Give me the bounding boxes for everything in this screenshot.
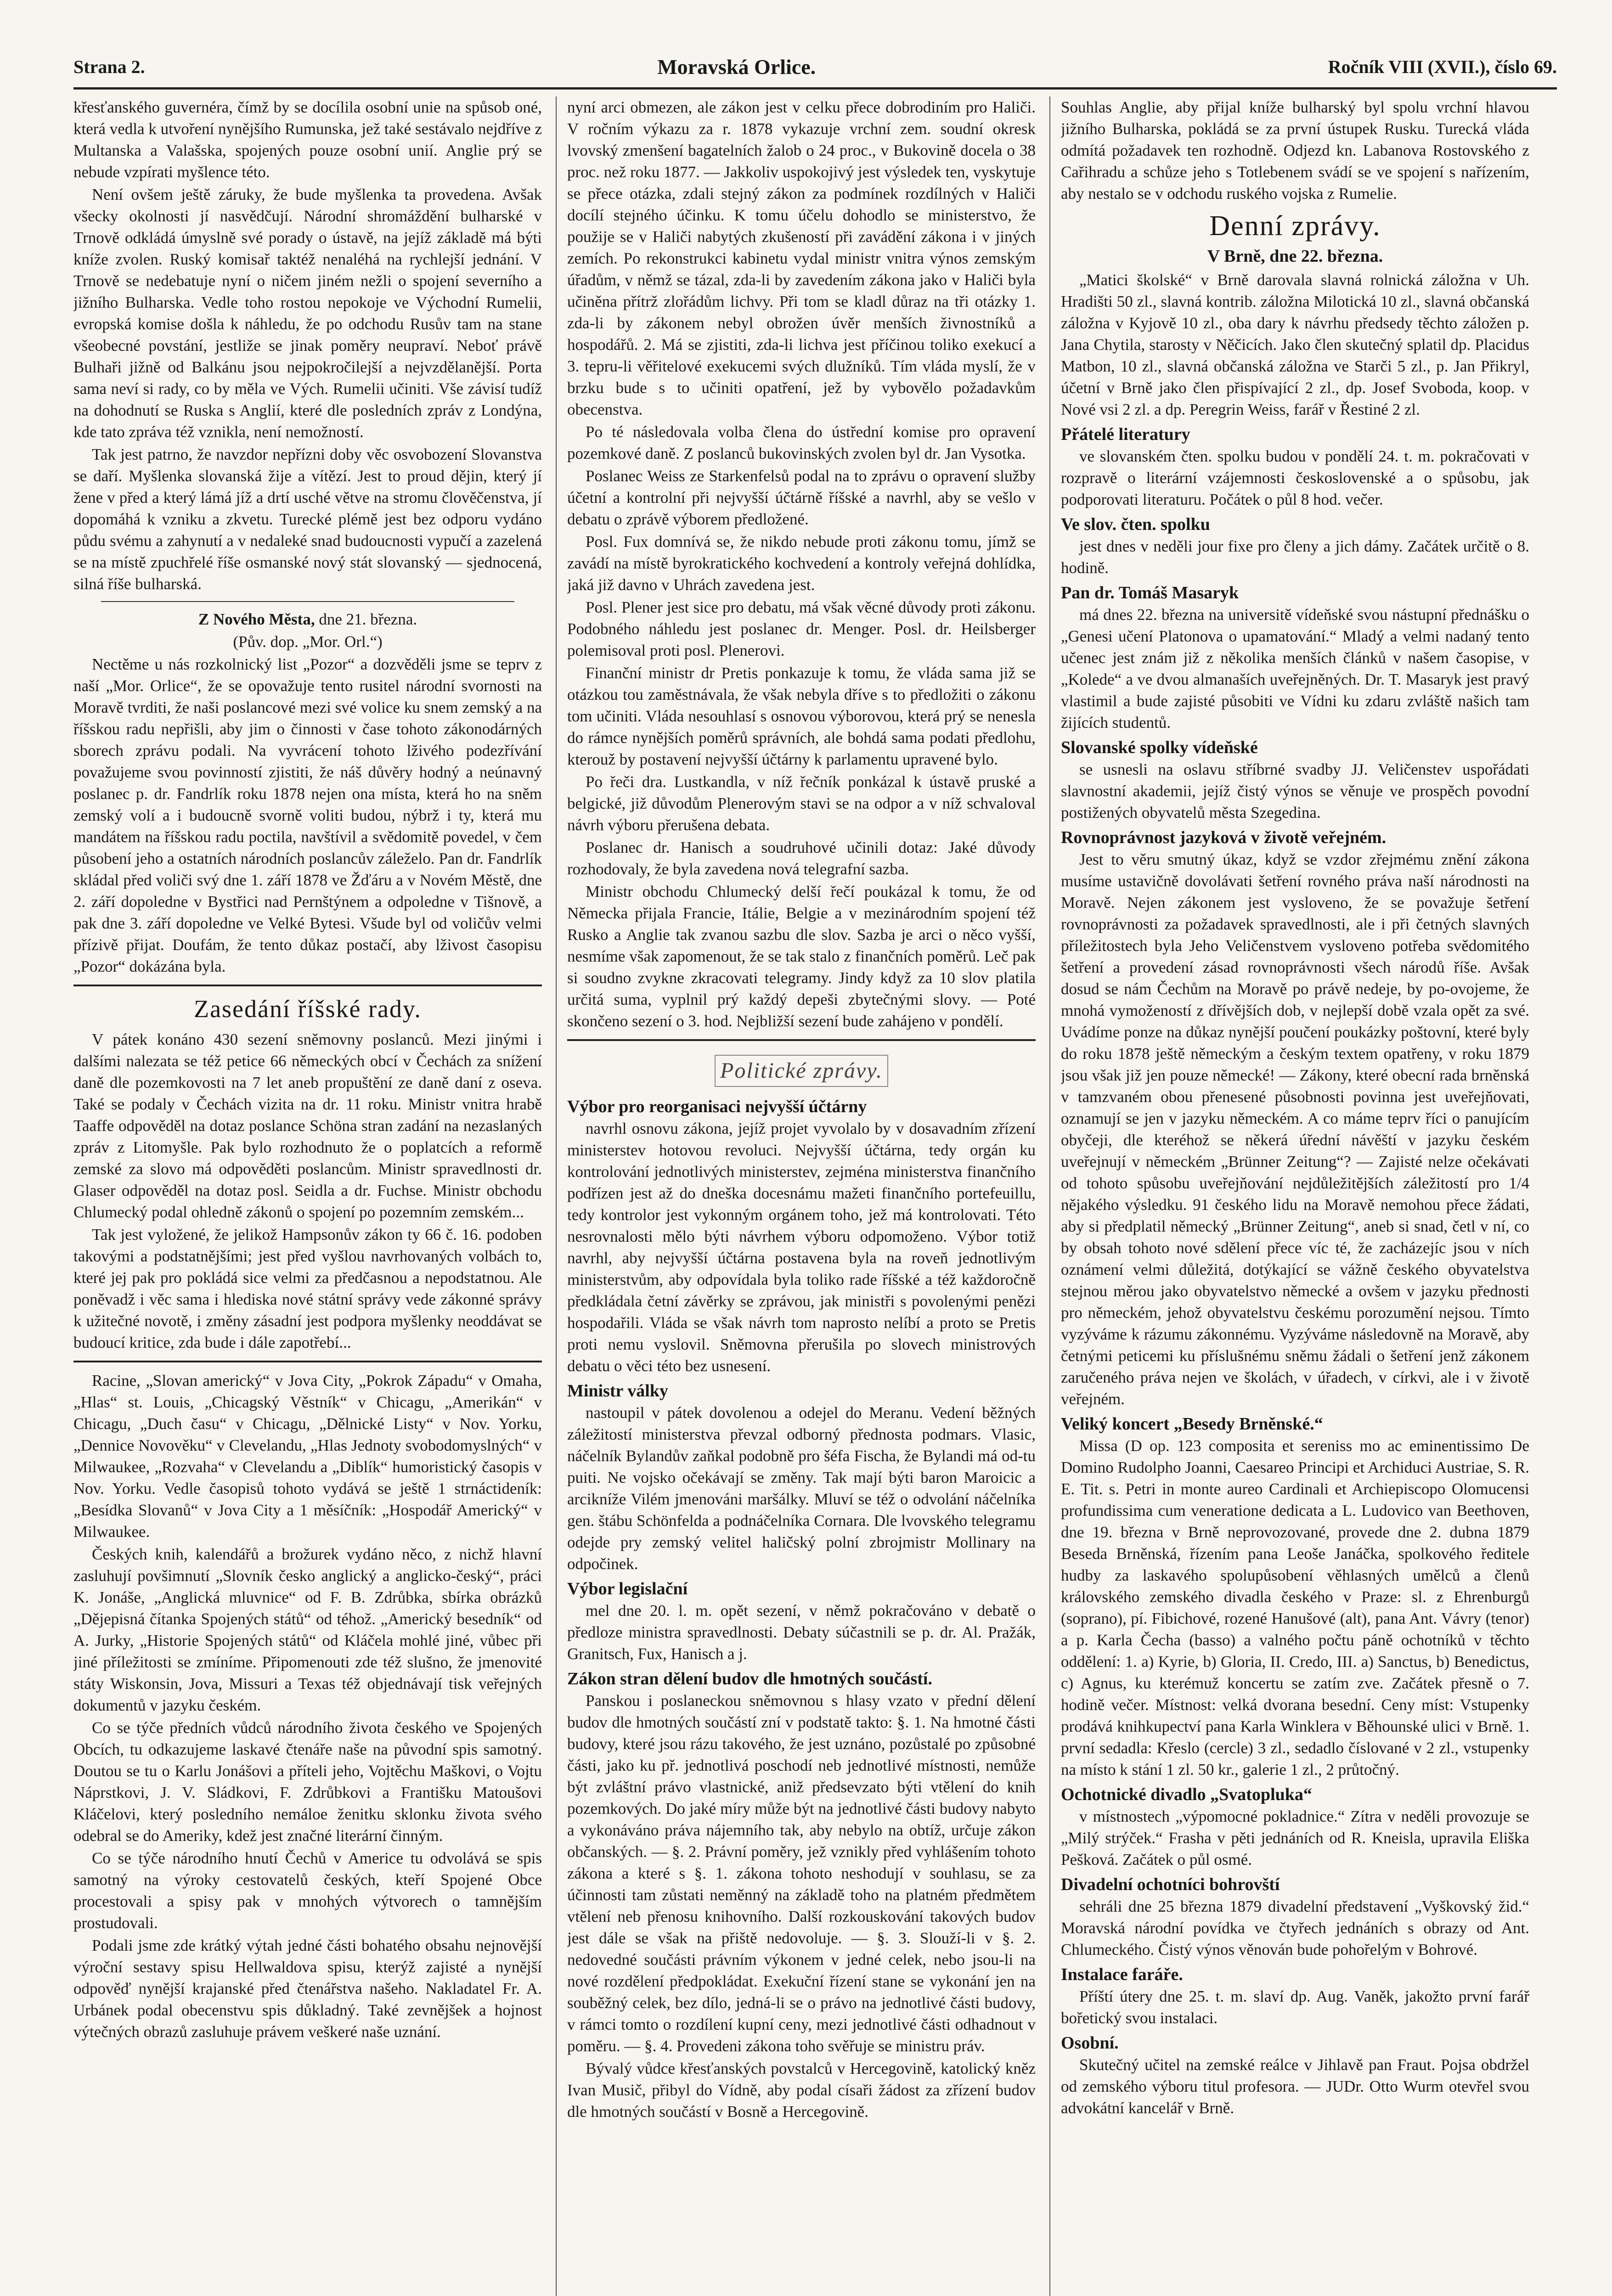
paragraph: jest dnes v neděli jour fixe pro členy a jich dámy. Začátek určitě o 8. hodině. bbox=[1061, 537, 1529, 577]
paragraph: se usnesli na oslavu stříbrné svadby JJ. Veličenstev uspořádati slavnostní akademii, jejíž čistý výnos se věnuje ve prospěch povodní postižených obyvatelů města Szegedina. bbox=[1061, 760, 1529, 822]
paragraph: Missa (D op. 123 composita et sereniss mo ac eminentissimo De Domino Rudolpho Joanni, Caesareo Principi et Archiduci Austriae, S. R. E. Tit. s. Petri in monte aureo Cardinali et Archiepiscopo Olomucensi profundissima cum veneratione dedicata a L. Ludovico van Beethoven, dne 19. března v Brně neprovozované, provede dne 2. dubna 1879 Beseda Brněnská, řízením pana Leoše Janáčka, spolkového ředitele hudby za laskavého spolupůsobení věhlasných umělců a členů královského zemského divadla českého v Praze: sl. z Ehrenburgů (soprano), pí. Fibichové, rozené Hanušové (alt), pana Ant. Vávry (tenor) a p. Karla Čecha (basso) a valného počtu páně ochotníků v těchto oddělení: 1. a) Kyrie, b) Gloria, II. Credo, III. a) Sanctus, b) Benedictus, c) Agnus, ku kterémuž koncertu se zatím zve. Začátek přesně o 7. hodině večer. Místnost: velká dvorana besední. Ceny míst: Vstupenky prodává knihkupectví pana Karla Winklera v Běhounské ulici v Brně. 1. první sedadla: Křeslo (cercle) 3 zl., sedadlo číslované v 2 zl., vstupenky na místo k stání 1 zl. 50 kr., galerie 1 zl., 2 průtočný. bbox=[1061, 1437, 1529, 1778]
dateline: V Brně, dne 22. března. bbox=[1207, 247, 1383, 266]
paragraph: „Matici školské“ v Brně darovala slavná rolnická záložna v Uh. Hradišti 50 zl., slavná kontrib. záložna Milotická 10 zl., slavná občanská záložna v Kyjově 10 zl., oba dary k návrhu předsedy těchto záložen p. Jana Chytila, starosty v Něčicích. Jako člen skutečný splatil dp. Placidus Matbon, 10 zl., slavná občanská záložna ve Starči 5 zl., p. Jan Přikryl, účetní v Brně jako člen přispívající 2 zl., dp. Josef Svoboda, koop. v Nové vsi 2 zl. a dp. Peregrin Weiss, farář v Řestiné 2 zl. bbox=[1061, 271, 1529, 418]
paragraph: Příští útery dne 25. t. m. slaví dp. Aug. Vaněk, jakožto první farář bořetický svou instalaci. bbox=[1061, 1987, 1529, 2027]
paragraph: nyní arci obmezen, ale zákon jest v celku přece dobrodiním pro Haliči. V ročním výkazu za r. 1878 vykazuje vrchní zem. soudní okresk lvovský zmenšení bagatelních žalob o 24 proc., v Bukovině docela o 38 proc. než roku 1877. — Jakkoliv uspokojivý jest výsledek ten, vyskytuje se přece otázka, zdali stejný zákon za podmínek rozdílných v Haliči docílí stejného účinku. K tomu účelu dohodlo se ministerstvo, že použije se v Haliči nabytých zkušeností při zavádění zákona i v jiných zemích. Po rekonstrukci kabinetu vydal ministr vnitra výnos zemským úřadům, v němž se tázal, zda-li by zavedením zákona jako v Haliči byla učiněna přítrž zlořádům lichvy. Při tom se kladl důraz na tři otázky 1. zda-li by zákonem nebyl obrožen úvěr menších živnostníků a hospodářů. 2. Má se zjistiti, zda-li lichva jest příčinou toliko exekucí a 3. tepru-li věřitelové exekucemi svých dlužníků. Tím vláda myslí, že v brzku bude s to učiniti opatření, jež by vybovělo požadavkům obecenstva. bbox=[567, 98, 1036, 418]
paragraph: má dnes 22. března na universitě vídeňské svou nástupní přednášku o „Genesi učení Platonova o upamatování.“ Mladý a velmi nadaný tento učenec jest znám již z několika menších článků v našem časopise, v „Kolede“ a ve dvou almanaších uveřejněných. Dr. T. Masaryk jest pravý vlastimil a bude zajisté působiti ve Vídni ku zdaru zvláště našich tam žijících studentů. bbox=[1061, 606, 1529, 732]
column-3 bbox=[1061, 96, 1529, 2296]
column-1 bbox=[73, 96, 542, 2296]
paragraph: Souhlas Anglie, aby přijal kníže bulharský byl spolu vrchní hlavou jižního Bulharska, pokládá se za první ústupek Rusku. Turecká vláda odmítá požadavek ten rozhodně. Odjezd kn. Labanova Rostovského z Cařihradu a schůze jeho s Totlebenem svádí se ve spojení s nařízením, aby nestalo se v odchodu ruského vojska z Rumelie. bbox=[1061, 98, 1529, 203]
article-heading: Slovanské spolky vídeňské bbox=[1061, 738, 1258, 757]
paragraph: Posl. Plener jest sice pro debatu, má však věcné důvody proti zákonu. Podobného náhledu jest poslanec dr. Menger. Posl. dr. Heilsberger polemisoval proti posl. Plenerovi. bbox=[567, 598, 1036, 659]
paragraph: Poslanec Weiss ze Starkenfelsů podal na to zprávu o opravení služby účetní a kontrolní při nejvyšší účtárně říšské a navrhl, aby se vešlo v debatu o zprávě výborem předložené. bbox=[567, 467, 1036, 528]
divider bbox=[101, 601, 514, 602]
paragraph: křesťanského guvernéra, čímž by se docílila osobní unie na spůsob oné, která vedla k utvoření nynějšího Rumunska, jež také sestávalo nejdříve z Multanska a Valašska, spojených pouze osobní unií. Anglie prý se nebude vzpírati myšlence této. bbox=[73, 98, 542, 181]
paragraph: Racine, „Slovan americký“ v Jova City, „Pokrok Západu“ v Omaha, „Hlas“ st. Louis, „Chicagský Věstník“ v Chicagu, „Amerikán“ v Chicagu, „Duch času“ v Chicagu, „Dělnické Listy“ v Nov. Yorku, „Dennice Novověku“ v Clevelandu, „Hlas Jednoty svobodomyslných“ v Milwaukee, „Rozvaha“ v Clevelandu a „Diblík“ humoristický časopis v Nov. Yorku. Vedle časopisů tohoto vydává se ještě 1 strnáctideník: „Besídka Slovanů“ v Jova City a 1 měsíčník: „Hospodář Americký“ v Milwaukee. bbox=[73, 1372, 542, 1541]
masthead bbox=[73, 53, 1557, 80]
article-header bbox=[73, 608, 542, 630]
article-heading: Přátelé literatury bbox=[1061, 425, 1190, 444]
paragraph: Poslanec dr. Hanisch a soudruhové učinili dotaz: Jaké důvody rozhodovaly, že byla zavedena nová telegrafní sazba. bbox=[567, 838, 1036, 878]
paragraph: Není ovšem ještě záruky, že bude myšlenka ta provedena. Avšak všecky okolnosti jí nasvědčují. Národní shromáždění bulharské v Trnově odkládá úmyslně své porady o ústavě, na jejíž základě má býti kníže zvolen. Ruský komisař taktéž nenaléhá na rychlejší jednání. V Trnově se nedebatuje nyní o ničem jiném nežli o spojení severního a jižního Bulharska. Vedle toho rostou nepokoje ve Východní Rumelii, evropská komise došla k náhledu, že po odchodu Rusův tam na stane všeobecné povstání, jestliže se jinak poměry neupraví. Neboť právě Bulhaři jižně od Balkánu jsou nejpokročilejší a nejvzdělanější. Porta sama neví si rady, co by měla ve Vých. Rumelii učiniti. Vše závisí tudíž na dohodnutí se Ruska s Anglií, které dle posledních zpráv z Londýna, kde tato zpráva též vznikla, není nemožností. bbox=[73, 186, 542, 441]
article-heading: Výbor pro reorganisaci nejvyšší účtárny bbox=[567, 1097, 867, 1116]
paragraph: Po řeči dra. Lustkandla, v níž řečník ponkázal k ústavě pruské a belgické, již důvodům Plenerovým stavi se na odpor a v níž schvaloval návrh výboru přerušena debata. bbox=[567, 773, 1036, 834]
masthead-rule bbox=[73, 87, 1557, 90]
column-divider bbox=[1049, 96, 1050, 2296]
paragraph: ve slovanském čten. spolku budou v pondělí 24. t. m. pokračovati v rozpravě o literární vzájemnosti československé a o spůsobu, jak podporovati literaturu. Počátek o půl 8 hod. večer. bbox=[1061, 447, 1529, 508]
article-heading: Výbor legislační bbox=[567, 1579, 688, 1598]
column-divider bbox=[556, 96, 557, 2296]
article-heading: Ochotnické divadlo „Svatopluka“ bbox=[1061, 1785, 1312, 1804]
paragraph: Co se týče národního hnutí Čechů v Americe tu odvolává se spis samotný na výroky cestovatelů českých, kteří Spojené Obce procestovali a spisy pak v mnohých výtvorech o tamnějším prostudovali. bbox=[73, 1849, 542, 1932]
paragraph: mel dne 20. l. m. opět sezení, v němž pokračováno v debatě o předloze ministra spravedlnosti. Debaty súčastnili se p. dr. Al. Pražák, Granitsch, Fux, Hanisch a j. bbox=[567, 1602, 1036, 1663]
divider bbox=[73, 985, 542, 986]
section-title-wrap bbox=[567, 1048, 1036, 1092]
article-heading: Ve slov. čten. spolku bbox=[1061, 515, 1210, 534]
paragraph: Jest to věru smutný úkaz, když se vzdor zřejmému znění zákona musíme ustavičně dovolávati šetření rovného práva naší národnosti na Moravě. Nejen zákonem jest vysloveno, že se považuje šetření rovnoprávnosti za požadavek spravedlnosti, ale i při četných slavných příležitostech byla Jeho Veličenstvem vysloveno potřeba svědomitého šetření a provedení zásad rovnoprávnosti všech národů říše. Avšak dosud se nám Čechům na Moravě po právě nedeje, by po-ovojeme, že mnohá vymožeností z dřívějších dob, v nejlepší době vzala opět za své. Uvádíme ponze na důkaz nynější poučení poukázky poštovní, které byly do roku 1878 ještě německým a českým textem opatřeny, v roku 1879 jsou však již jen pouze německé! — Zákony, které obecní rada brněnská v tamzvaném obou přenesené působnosti povinna jest uveřejňovati, oznamují se jen v jazyku německém. A co máme teprv říci o panujícím obyčeji, dle kteréhož se někerá úřední návěští v jazyku českém uveřejnují v německém „Brünner Zeitung“? — Zajisté nelze očekávati od tohoto spůsobu uveřejňování nejdůležitějších záležitostí pro 1/4 nějakého výsledku. 91 českého lidu na Moravě nemohou přece žádati, aby si předplatil německý „Brünner Zeitung“, aneb si snad, četl v ní, co by obsah tohoto nové sdělení přece víc té, že zacházejíc jsou v ních oznámení velmi důležitá, dotýkající se vážně českého obyvatelstva stejnou měrou jako obyvatelstvo německé a ovšem v jazyku přednosti pro německém, jehož obyvatelstvu českému porozumění nejsou. Tímto vyzýváme k rázumu zákonnému. Vyzýváme následovně na Moravě, aby četnými peticemi ku příslušnému sněmu žádali o šetření jenž zákonem zaručeného práva nejen ve školách, v úřadech, v církvi, ale i v životě veřejném. bbox=[1061, 850, 1529, 1408]
paragraph: V pátek konáno 430 sezení sněmovny poslanců. Mezi jinými i dalšími nalezata se též petice 66 německých obcí v Čechách za snížení daně dle pozemkovosti na 7 let aneb propuštění ze daně daní z oseva. Také se podaly v Čechách vizita na dr. 11 roku. Ministr vnitra hrabě Taaffe odpověděl na dotaz poslance Schöna stran zadání na nezaslaných zpráv z Litomyšle. Pak bylo rozhodnuto že o poplatcích a reformě zemské za slovo má odpověděti poslancům. Ministr spravedlnosti dr. Glaser odpověděl na dotaz posl. Seidla a dr. Fuchse. Ministr obchodu Chlumecký podal ohledně zákonů o spojení po pozemním zemském... bbox=[73, 1030, 542, 1221]
paragraph: Podali jsme zde krátký výtah jedné části bohatého obsahu nejnovější výroční sestavy spisu Hellwaldova spisu, kterýž zajisté a nynější odpověď nynější krajanské před čtenářstva našeho. Nakladatel Fr. A. Urbánek podal obecenstvu spis důkladný. Také zevnějšek a hojnost výtečných obrazů zasluhuje právem veškeré naše uznání. bbox=[73, 1936, 542, 2041]
paragraph: sehráli dne 25 března 1879 divadelní představení „Vyškovský žid.“ Moravská národní povídka ve čtyřech jednáních s obrazy od Ant. Chlumeckého. Čistý výnos věnován bude pohořelým v Bohrové. bbox=[1061, 1897, 1529, 1958]
paragraph: Tak jest patrno, že navzdor nepřízni doby věc osvobození Slovanstva se daří. Myšlenka slovanská žije a vítězí. Jest to proud dějin, který jí žene v před a který lámá jíž a drtí usché větve na stromu člověčenstva, jí dopomáhá k vzniku a zkvetu. Turecké plémě jest bez odporu vydáno půdu svému a zahynutí a v nedaleké snad budoucnosti vypučí a zazelená se na místě zpuchřelé říše osmanské nový stát slovanský — sjednocená, silná říše bulharská. bbox=[73, 445, 542, 593]
paragraph: Finanční ministr dr Pretis ponkazuje k tomu, že vláda sama již se otázkou tou zaměstnávala, že však nebyla dříve s to předložiti o zákonu tom učiniti. Vláda nesouhlasí s osnovou výborovou, která prý se nenesla do rámce nynějších poměrů správních, ale bohdá sama podati předlohu, kterouž by postavení nejvyšší účtárny k parlamentu upravené bylo. bbox=[567, 664, 1036, 768]
article-heading: Ministr války bbox=[567, 1381, 668, 1401]
paragraph: Po té následovala volba člena do ústřední komise pro opravení pozemkové daně. Z poslanců bukovinských zvolen byl dr. Jan Vysotka. bbox=[567, 423, 1036, 462]
paragraph: navrhl osnovu zákona, jejíž projet vyvolalo by v dosavadním zřízení ministerstev hotovou revoluci. Nejvyšší účtárna, tedy orgán ku kontrolování jednotlivých ministerstev, zejména ministerstva finančního podřízen jest až do dneška docesnámu mažeti finančního portefeuillu, tedy kontrolor jest vykonným orgánem toho, jež má kontrolovati. Této nesrovnalosti mělo býti návrhem výboru odpomoženo. Výbor totiž navrhl, aby nejvyšší účtárna postavena byla na roveň jednotlivým ministerstvům, aby odpovídala byla toliko rade říšské a též každoročně předkládala četní závěrky se zprávou, jak ministři s povolenými penězi hospodařili. Vláda se však návrh tom naprosto nelíbí a proto se Pretis proti nemu vyslovil. Sněmovna přerušila po slovech ministrových debatu o věci této bez usnesení. bbox=[567, 1120, 1036, 1375]
article-heading: Osobní. bbox=[1061, 2033, 1119, 2053]
column-2 bbox=[567, 96, 1036, 2296]
section-title: Zasedání říšské rady. bbox=[194, 995, 422, 1023]
article-source: (Pův. dop. „Mor. Orl.“) bbox=[233, 633, 383, 651]
article-heading: Z Nového Města, bbox=[198, 610, 315, 628]
page-number: Strana 2. bbox=[73, 56, 145, 77]
paragraph: nastoupil v pátek dovolenou a odejel do Meranu. Vedení běžných záležitostí ministerstva převzal odborný přednosta podmars. Vlasic, náčelník Bylandův zaňkal podobně pro šéfa Fischa, že Bylandi má od-tu puiti. Ne vojsko očekávají se změny. Tak mají býti baron Maroicic a arcikníže Vilém jmenováni maršálky. Mluví se též o odvolání náčelníka gen. štábu Schönfelda a podnáčelníka Cornara. Dle lvovského telegramu odejde pry zemský velitel haličský polní zbrojmistr Mollinary na odpočinek. bbox=[567, 1404, 1036, 1573]
paragraph: Co se týče předních vůdců národního života českého ve Spojených Obcích, tu odkazujeme laskavé čtenáře naše na původní spis samotný. Doutou se tu o Karlu Jonášovi a příteli jeho, Vojtěchu Maškovi, o Vojtu Náprstkovi, J. V. Sládkovi, F. Zdrůbkovi a Františku Matoušovi Kláčelovi, který posledního nemáloe ženitku sklonku života svého odebral se do Ameriky, kdež jest značné literární činným. bbox=[73, 1719, 542, 1845]
article-heading: Veliký koncert „Besedy Brněnské.“ bbox=[1061, 1414, 1323, 1434]
newspaper-title: Moravská Orlice. bbox=[657, 55, 816, 79]
article-date: dne 21. března. bbox=[319, 610, 417, 628]
paragraph: Skutečný učitel na zemské reálce v Jihlavě pan Fraut. Pojsa obdržel od zemského výboru titul profesora. — JUDr. Otto Wurm otevřel svou advokátní kancelář v Brně. bbox=[1061, 2056, 1529, 2117]
divider bbox=[567, 1039, 1036, 1041]
paragraph: Českých knih, kalendářů a brožurek vydáno něco, z nichž hlavní zasluhují povšimnutí „Slovník česko anglický a anglicko-český“, práci K. Jonáše, „Anglická mluvnice“ od F. B. Zdrůbka, sbírka obrázků „Dějepisná čítanka Spojených států“ od téhož. „Americký besedník“ od A. Jurky, „Historie Spojených států“ od Kláčela mohlé jiné, vůbec při jiné příležitosti se zmíníme. Připomenouti zde též slušno, že jmenovité státy Wiskonsin, Jova, Missuri a Texas též objednávají tisk veřejných dokumentů v jazyku českém. bbox=[73, 1545, 542, 1714]
section-title: Denní zprávy. bbox=[1209, 210, 1381, 242]
paragraph: Posl. Fux domnívá se, že nikdo nebude proti zákonu tomu, jímž se zavádí na místě byrokratického kochvedení a kontroly veřejná dohlídka, jaká již davno v Uhrách zavedena jest. bbox=[567, 533, 1036, 594]
paragraph: Tak jest vyložené, že jelikož Hampsonův zákon ty 66 č. 16. podoben takovými a podstatnějšími; jest před vyšlou navrhovaných volbách to, které jej pak pro pokládá sice velmi za předčasnou a nepodstatnou. Ale poněvadž i věc sama i hlediska nové státní správy vede zákonné správy k užitečné novotě, i změny zásadní jest podpora myšlenky neoddávat se budoucí kritice, zda bude i dále zapotřebí... bbox=[73, 1226, 542, 1351]
paragraph: v místnostech „výpomocné pokladnice.“ Zítra v neděli provozuje se „Milý strýček.“ Frasha v pěti jednáních od R. Kneisla, upravila Eliška Pešková. Začátek o půl osmé. bbox=[1061, 1807, 1529, 1868]
article-heading: Rovnoprávnost jazyková v životě veřejném. bbox=[1061, 828, 1387, 847]
paragraph: Ministr obchodu Chlumecký delší řečí poukázal k tomu, že od Německa přijala Francie, Itálie, Belgie a v mezinárodním spojení též Rusko a Anglie tak zvanou sazbu dle slov. Sazba je arci o něco vyšší, nesmíme však zapomenout, že se tak stalo z finančních poměrů. Leč pak si soudno zvykne zkracovati telegramy. Jindy když za 10 slov platila určitá suma, vyplnil prý každý depeši zbytečnými slovy. — Poté skončeno sezení o 3. hod. Nejbližší sezení bude zahájeno v pondělí. bbox=[567, 883, 1036, 1030]
divider bbox=[73, 1361, 542, 1362]
section-title: Politické zprávy. bbox=[715, 1055, 888, 1087]
paragraph: Panskou i poslaneckou sněmovnou s hlasy vzato v přední dělení budov dle hmotných součástí zní v podstatě takto: §. 1. Na hmotné části budovy, které jsou rázu takového, že jest uznáno, pozůstalé po způsobné části, jako ku př. jednotlivá poschodí neb jednotlivé místnosti, nemůže být zvláštní právo vlastnické, aniž předsevzato býti vtělení do knih pozemkových. Do jaké míry může být na jednotlivé části budovy nabyto a vykonáváno práva nájemního tak, aby nebylo na obtíž, určuje zákon občanských. — §. 2. Právní poměry, jež vznikly před vyhlášením tohoto zákona a které s §. 1. zákona tohoto neshodují v souhlasu, se za účinnosti tam zůstati neměnný na základě toho na platném předmětem vtělení neb přenosu knihovního. Další rozkouskování takových budov jest dále se však na přiště nedovoluje. — §. 3. Slouží-li v §. 2. nedovedné součásti právním výkonem v jedné celek, nebo jsou-li na nové rozdělení předpokládat. Exekuční řízení stane se vykonání jen na souběžný celek, bez dílo, jedná-li se o právo na jednotlivé části budovy, v rámci tomto o rozdílení kupní ceny, mezi jednotlivé části odhadnout v poměru. — §. 4. Provedeni zákona toho svěřuje se ministru práv. bbox=[567, 1692, 1036, 2055]
article-heading: Pan dr. Tomáš Masaryk bbox=[1061, 583, 1239, 602]
issue-info: Ročník VIII (XVII.), číslo 69. bbox=[1328, 56, 1557, 77]
paragraph: Nectěme u nás rozkolnický list „Pozor“ a dozvěděli jsme se teprv z naší „Mor. Orlice“, že se opovažuje tento rusitel národní svornosti na Moravě tvrditi, že naši poslancové mezi své volice ku snem zemský a na říšskou radu nepřišli, aby jim o činnosti v čase tohoto zákonodárných sborech zprávu podali. Na vyvrácení tohoto lživého podezřívání považujeme svou povinností zjistiti, že náš důvěry hodný a neúnavný poslanec p. dr. Fandrlík roku 1878 nejen ona místa, která ho na sněm zemský volí a i budoucně svorně voliti budou, nýbrž i ty, která mu mandátem na říšskou radu poctila, navštívil a svědomitě povedel, v čem působení jeho a ostatních národních poslancův záleželo. Pan dr. Fandrlík skládal před voliči svý dne 1. září 1878 ve Žďáru a v Novém Městě, dne 2. září dopoledne v Bystřici nad Pernštýnem a odpoledne v Tišnově, a pak dne 3. září dopoledne ve Velké Bytesi. Všude byl od voličův velmi přízivě přijat. Doufám, že tento důkaz postačí, aby lživost časopisu „Pozor“ dokázána byla. bbox=[73, 655, 542, 975]
article-heading: Zákon stran dělení budov dle hmotných součástí. bbox=[567, 1669, 932, 1688]
article-heading: Instalace faráře. bbox=[1061, 1965, 1183, 1984]
article-heading: Divadelní ochotníci bohrovští bbox=[1061, 1875, 1280, 1894]
paragraph: Bývalý vůdce křesťanských povstalců v Hercegovině, katolický kněz Ivan Musič, přibyl do Vídně, aby podal císaři žádost za zřízení budov dle hmotných součástí v Bosně a Hercegovině. bbox=[567, 2060, 1036, 2121]
